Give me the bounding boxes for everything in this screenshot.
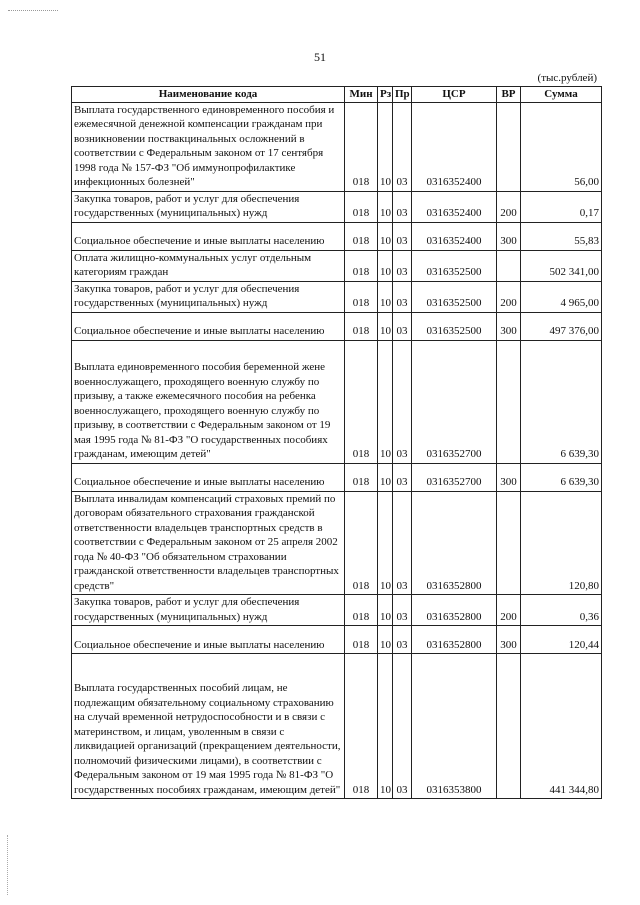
row-pr: 03 — [393, 191, 412, 222]
header-name: Наименование кода — [72, 87, 345, 103]
table-row — [72, 340, 602, 463]
row-rz: 10 — [378, 222, 393, 250]
row-sum: 55,83 — [521, 222, 602, 250]
units-label: (тыс.рублей) — [537, 72, 597, 84]
row-rz: 10 — [378, 191, 393, 222]
row-name: Социальное обеспечение и иные выплаты населению — [72, 312, 345, 340]
row-csr: 0316352800 — [412, 595, 497, 626]
row-pr: 03 — [393, 626, 412, 654]
row-name: Выплата инвалидам компенсаций страховых премий по договорам обязательного страхования гражданской ответственности владельцев транспортных средств в соответствии с Федеральным законом от 25 апреля 2002 года № 40-ФЗ "Об обязательном страховании гражданской ответственности владельцев транспортных средств" — [72, 491, 345, 595]
row-name: Социальное обеспечение и иные выплаты населению — [72, 626, 345, 654]
header-pr: Пр — [393, 87, 412, 103]
row-csr: 0316353800 — [412, 654, 497, 799]
row-min: 018 — [345, 191, 378, 222]
row-rz: 10 — [378, 102, 393, 191]
row-min: 018 — [345, 595, 378, 626]
header-vr: ВР — [497, 87, 521, 103]
row-csr: 0316352700 — [412, 340, 497, 463]
row-pr: 03 — [393, 102, 412, 191]
budget-table — [71, 86, 602, 799]
row-sum: 497 376,00 — [521, 312, 602, 340]
table-row — [72, 222, 602, 250]
row-sum: 502 341,00 — [521, 250, 602, 281]
table-row — [72, 654, 602, 799]
table-row — [72, 463, 602, 491]
row-name: Оплата жилищно-коммунальных услуг отдельным категориям граждан — [72, 250, 345, 281]
row-pr: 03 — [393, 250, 412, 281]
row-min: 018 — [345, 491, 378, 595]
row-csr: 0316352500 — [412, 250, 497, 281]
table-row — [72, 491, 602, 595]
row-name: Социальное обеспечение и иные выплаты населению — [72, 463, 345, 491]
table-row — [72, 191, 602, 222]
row-name: Выплата единовременного пособия беременной жене военнослужащего, проходящего военную службу по призыву, а также ежемесячного пособия на ребенка военнослужащего, проходящего военную службу по призыву, в соответствии с Федеральным законом от 19 мая 1995 года № 81-ФЗ "О государственных пособиях гражданам, имеющим детей" — [72, 340, 345, 463]
row-vr — [497, 340, 521, 463]
row-csr: 0316352400 — [412, 222, 497, 250]
row-vr — [497, 654, 521, 799]
row-pr: 03 — [393, 222, 412, 250]
row-rz: 10 — [378, 595, 393, 626]
row-rz: 10 — [378, 491, 393, 595]
row-name: Выплата государственного единовременного пособия и ежемесячной денежной компенсации гражданам при возникновении поствакцинальных осложнений в соответствии с Федеральным законом от 17 сентября 1998 года № 157-ФЗ "Об иммунопрофилактике инфекционных болезней" — [72, 102, 345, 191]
row-vr — [497, 491, 521, 595]
table-row — [72, 312, 602, 340]
row-rz: 10 — [378, 654, 393, 799]
row-csr: 0316352500 — [412, 281, 497, 312]
row-sum: 441 344,80 — [521, 654, 602, 799]
row-csr: 0316352800 — [412, 626, 497, 654]
header-rz: Рз — [378, 87, 393, 103]
row-csr: 0316352800 — [412, 491, 497, 595]
row-vr: 300 — [497, 312, 521, 340]
row-min: 018 — [345, 626, 378, 654]
row-vr: 300 — [497, 222, 521, 250]
header-csr: ЦСР — [412, 87, 497, 103]
row-sum: 120,44 — [521, 626, 602, 654]
row-name: Закупка товаров, работ и услуг для обеспечения государственных (муниципальных) нужд — [72, 191, 345, 222]
row-rz: 10 — [378, 250, 393, 281]
row-sum: 0,36 — [521, 595, 602, 626]
row-sum: 4 965,00 — [521, 281, 602, 312]
row-min: 018 — [345, 312, 378, 340]
row-name: Закупка товаров, работ и услуг для обеспечения государственных (муниципальных) нужд — [72, 595, 345, 626]
row-pr: 03 — [393, 654, 412, 799]
row-sum: 56,00 — [521, 102, 602, 191]
row-vr: 200 — [497, 191, 521, 222]
row-min: 018 — [345, 340, 378, 463]
row-rz: 10 — [378, 626, 393, 654]
header-min: Мин — [345, 87, 378, 103]
row-min: 018 — [345, 102, 378, 191]
row-csr: 0316352500 — [412, 312, 497, 340]
table-row — [72, 102, 602, 191]
row-pr: 03 — [393, 595, 412, 626]
row-vr: 300 — [497, 463, 521, 491]
row-csr: 0316352400 — [412, 102, 497, 191]
row-name: Выплата государственных пособий лицам, не подлежащим обязательному социальному страхованию на случай временной нетрудоспособности и в связи с материнством, и лицам, уволенным в связи с ликвидацией организаций (прекращением деятельности, полномочий физическими лицами), в соответствии с Федеральным законом от 19 мая 1995 года № 81-ФЗ "О государственных пособиях гражданам, имеющим детей" — [72, 654, 345, 799]
row-name: Социальное обеспечение и иные выплаты населению — [72, 222, 345, 250]
row-pr: 03 — [393, 312, 412, 340]
row-vr: 200 — [497, 595, 521, 626]
row-vr: 300 — [497, 626, 521, 654]
row-sum: 120,80 — [521, 491, 602, 595]
header-sum: Сумма — [521, 87, 602, 103]
row-vr — [497, 250, 521, 281]
row-csr: 0316352400 — [412, 191, 497, 222]
row-sum: 0,17 — [521, 191, 602, 222]
scan-edge-artifact — [7, 835, 8, 895]
row-sum: 6 639,30 — [521, 463, 602, 491]
row-vr: 200 — [497, 281, 521, 312]
table-row — [72, 626, 602, 654]
row-min: 018 — [345, 250, 378, 281]
row-min: 018 — [345, 281, 378, 312]
row-rz: 10 — [378, 281, 393, 312]
row-pr: 03 — [393, 463, 412, 491]
row-vr — [497, 102, 521, 191]
table-row — [72, 595, 602, 626]
table-row — [72, 250, 602, 281]
row-sum: 6 639,30 — [521, 340, 602, 463]
row-min: 018 — [345, 654, 378, 799]
scan-artifact-line — [8, 10, 58, 11]
row-rz: 10 — [378, 312, 393, 340]
row-csr: 0316352700 — [412, 463, 497, 491]
row-rz: 10 — [378, 340, 393, 463]
table-row — [72, 281, 602, 312]
row-pr: 03 — [393, 281, 412, 312]
row-rz: 10 — [378, 463, 393, 491]
row-pr: 03 — [393, 491, 412, 595]
row-min: 018 — [345, 222, 378, 250]
row-min: 018 — [345, 463, 378, 491]
page-number: 51 — [314, 50, 326, 64]
row-name: Закупка товаров, работ и услуг для обеспечения государственных (муниципальных) нужд — [72, 281, 345, 312]
row-pr: 03 — [393, 340, 412, 463]
table-header-row — [72, 87, 602, 103]
